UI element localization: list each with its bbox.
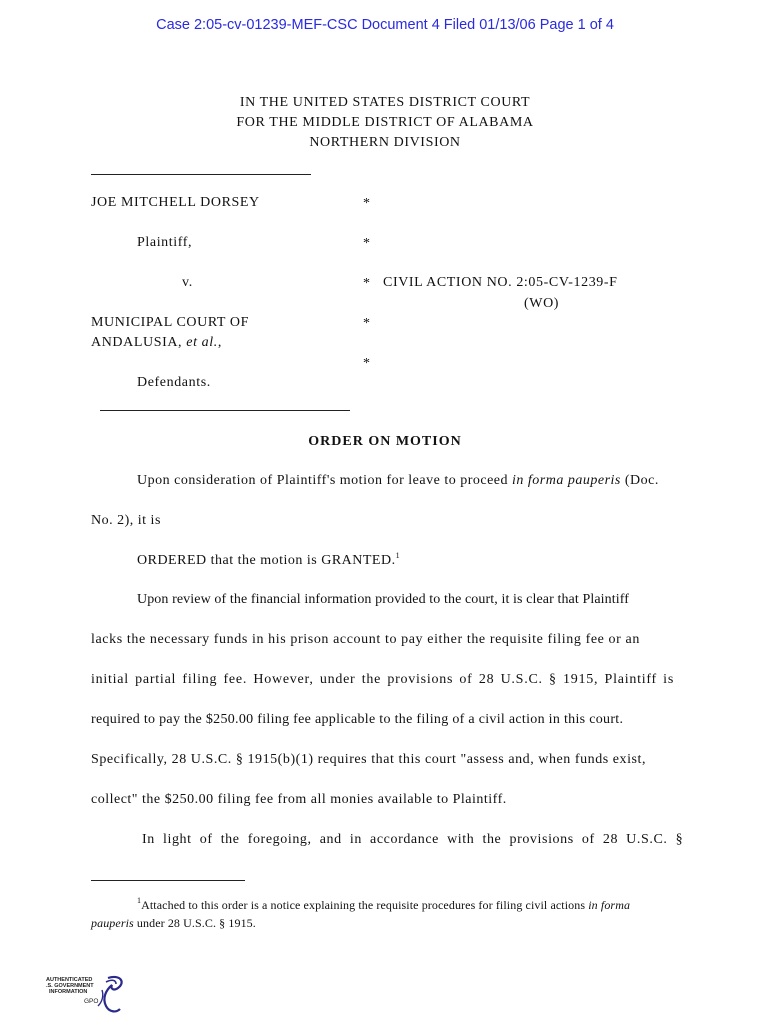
- footnote-line1: $^1$Attached to this order is a notice explaining the requisite procedures for filing civil actions in forma: [137, 896, 631, 912]
- caption-asterisk: *: [363, 276, 371, 291]
- court-name-line2: FOR THE MIDDLE DISTRICT OF ALABAMA: [236, 115, 534, 130]
- gpo-eagle-icon: [46, 972, 128, 1016]
- footnote-reference: 1: [395, 551, 401, 560]
- gpo-authentication-seal: [46, 972, 128, 1016]
- caption-asterisk: *: [363, 356, 371, 371]
- paragraph-3-line1: Upon review of the financial information provided to the court, it is clear that Plaintiff: [137, 592, 629, 607]
- seal-text-gpo: GPO: [84, 998, 99, 1005]
- footnote-rule: [91, 880, 245, 881]
- paragraph-3-line3: initial partial filing fee. However, under the provisions of 28 U.S.C. § 1915, Plaintiff is: [91, 672, 675, 687]
- order-title: ORDER ON MOTION: [308, 434, 462, 449]
- footnote-line2: pauperis under 28 U.S.C. § 1915.: [91, 916, 256, 930]
- plaintiff-label: Plaintiff,: [137, 235, 193, 250]
- caption-asterisk: *: [363, 316, 371, 331]
- caption-top-rule: [91, 174, 311, 175]
- civil-action-number: CIVIL ACTION NO. 2:05-CV-1239-F: [383, 275, 618, 290]
- paragraph-2: ORDERED that the motion is GRANTED.$^1$: [137, 551, 401, 568]
- seal-text-information: INFORMATION: [49, 989, 88, 995]
- caption-bottom-rule: [100, 410, 350, 411]
- paragraph-3-line5: Specifically, 28 U.S.C. § 1915(b)(1) requires that this court "assess and, when funds exist,: [91, 752, 647, 767]
- paragraph-3-line6: collect" the $250.00 filing fee from all monies available to Plaintiff.: [91, 792, 507, 807]
- court-division: NORTHERN DIVISION: [309, 135, 461, 150]
- paragraph-1-line1: Upon consideration of Plaintiff's motion for leave to proceed in forma pauperis (Doc.: [137, 473, 659, 488]
- defendant-name-line2: ANDALUSIA, et al.,: [91, 335, 222, 350]
- paragraph-4-line1: In light of the foregoing, and in accordance with the provisions of 28 U.S.C. §: [142, 832, 684, 847]
- plaintiff-name: JOE MITCHELL DORSEY: [91, 195, 260, 210]
- paragraph-3-line4: required to pay the $250.00 filing fee applicable to the filing of a civil action in this court.: [91, 712, 624, 727]
- wo-designation: (WO): [524, 296, 560, 311]
- court-name-line1: IN THE UNITED STATES DISTRICT COURT: [239, 95, 531, 110]
- paragraph-1-line2: No. 2), it is: [91, 513, 161, 528]
- case-header: Case 2:05-cv-01239-MEF-CSC Document 4 Filed 01/13/06 Page 1 of 4: [156, 17, 614, 33]
- defendant-name-line1: MUNICIPAL COURT OF: [91, 315, 250, 330]
- defendants-label: Defendants.: [137, 375, 211, 390]
- versus-label: v.: [182, 275, 193, 290]
- paragraph-3-line2: lacks the necessary funds in his prison account to pay either the requisite filing fee or an: [91, 632, 640, 647]
- caption-asterisk: *: [363, 196, 371, 211]
- caption-asterisk: *: [363, 236, 371, 251]
- seal-text-authenticated: AUTHENTICATED: [46, 977, 93, 983]
- seal-text-government: U.S. GOVERNMENT: [46, 983, 94, 989]
